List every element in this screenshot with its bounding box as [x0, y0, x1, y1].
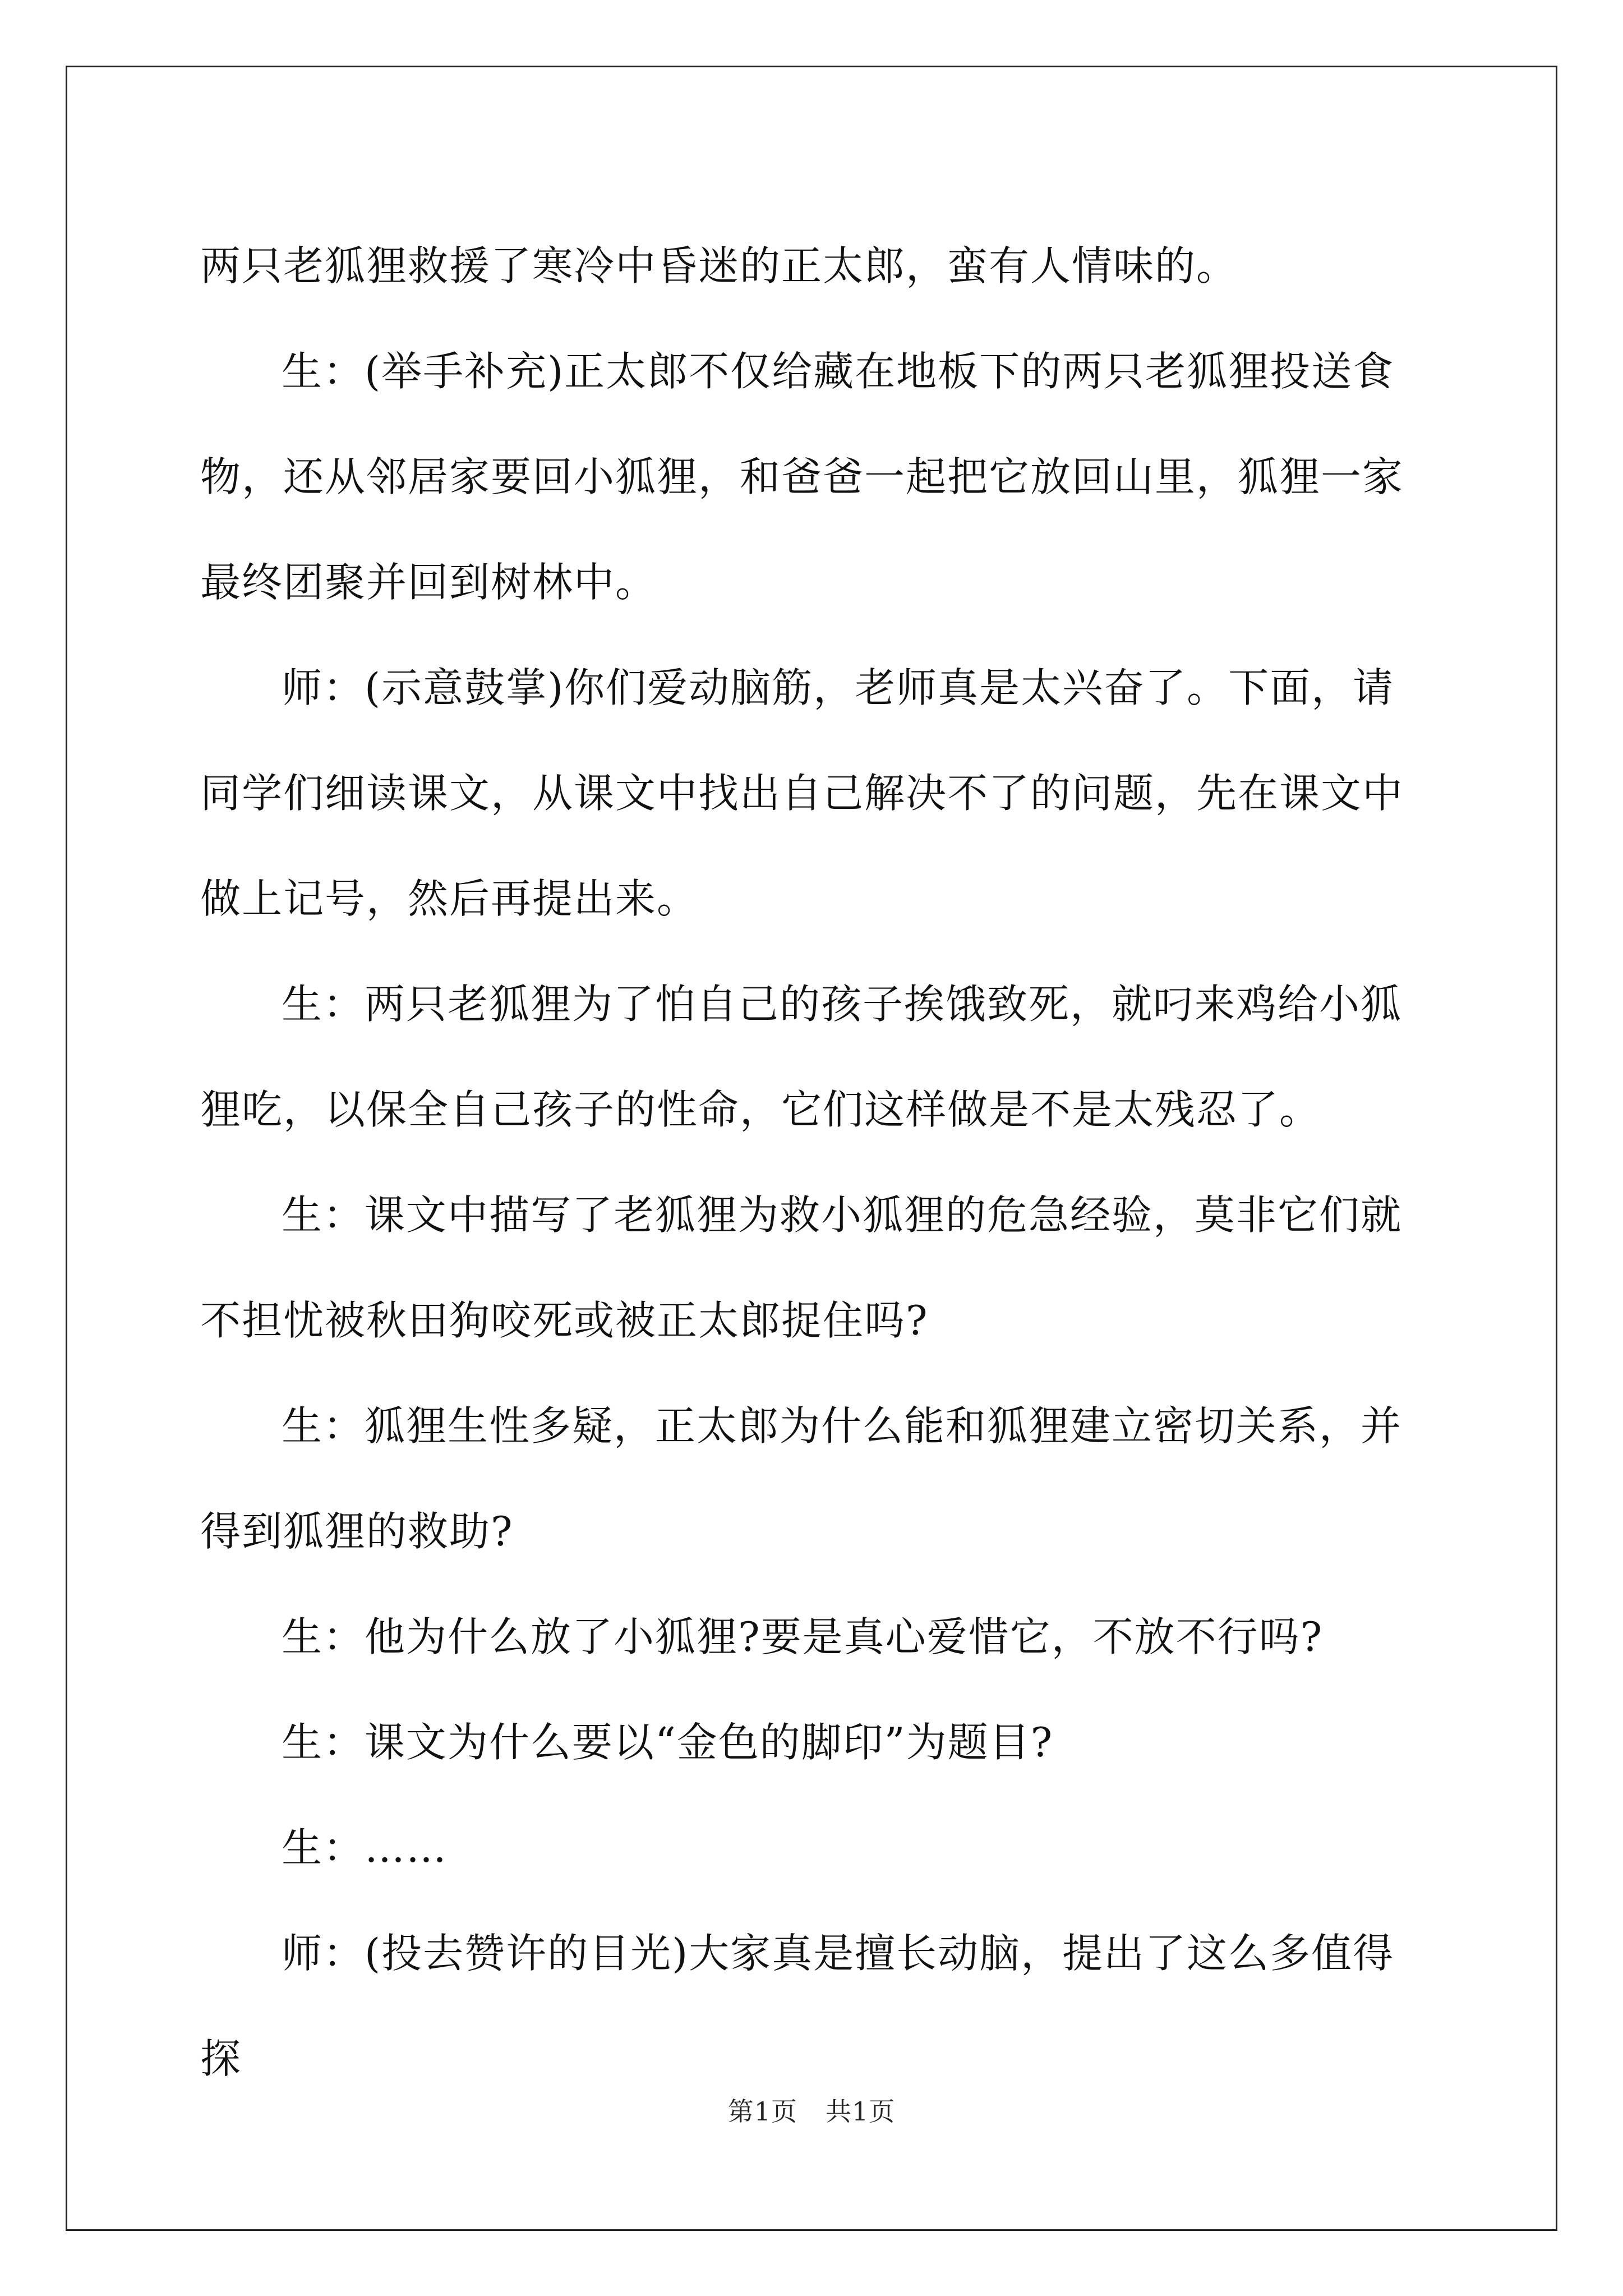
paragraph-6: 生：狐狸生性多疑，正太郎为什么能和狐狸建立密切关系，并得到狐狸的救助? [200, 1402, 1403, 1555]
paragraph-5: 生：课文中描写了老狐狸为救小狐狸的危急经验，莫非它们就不担忧被秋田狗咬死或被正太郎捉住吗? [200, 1191, 1403, 1344]
paragraph-1: 两只老狐狸救援了寒冷中昏迷的正太郎，蛮有人情味的。 [200, 242, 1238, 289]
document-body [200, 213, 1434, 2111]
paragraph-10: 师：(投去赞许的目光)大家真是擅长动脑，提出了这么多值得探 [200, 1930, 1395, 2082]
page-number: 第1页 [727, 2096, 797, 2127]
paragraph-8: 生：课文为什么要以“金色的脚印”为题目? [282, 1719, 1054, 1766]
page-total: 共1页 [826, 2096, 896, 2127]
paragraph-9: 生：…… [282, 1824, 448, 1871]
paragraph-2: 生：(举手补充)正太郎不仅给藏在地板下的两只老狐狸投送食物，还从邻居家要回小狐狸，和爸爸一起把它放回山里，狐狸一家最终团聚并回到树林中。 [200, 348, 1404, 606]
paragraph-4: 生：两只老狐狸为了怕自己的孩子挨饿致死，就叼来鸡给小狐狸吃，以保全自己孩子的性命，它们这样做是不是太残忍了。 [200, 981, 1403, 1133]
paragraph-7: 生：他为什么放了小狐狸?要是真心爱惜它，不放不行吗? [282, 1613, 1324, 1660]
page-footer [0, 2091, 1623, 2128]
paragraph-3: 师：(示意鼓掌)你们爱动脑筋，老师真是太兴奋了。下面，请同学们细读课文，从课文中找出自己解决不了的问题，先在课文中做上记号，然后再提出来。 [200, 664, 1404, 922]
